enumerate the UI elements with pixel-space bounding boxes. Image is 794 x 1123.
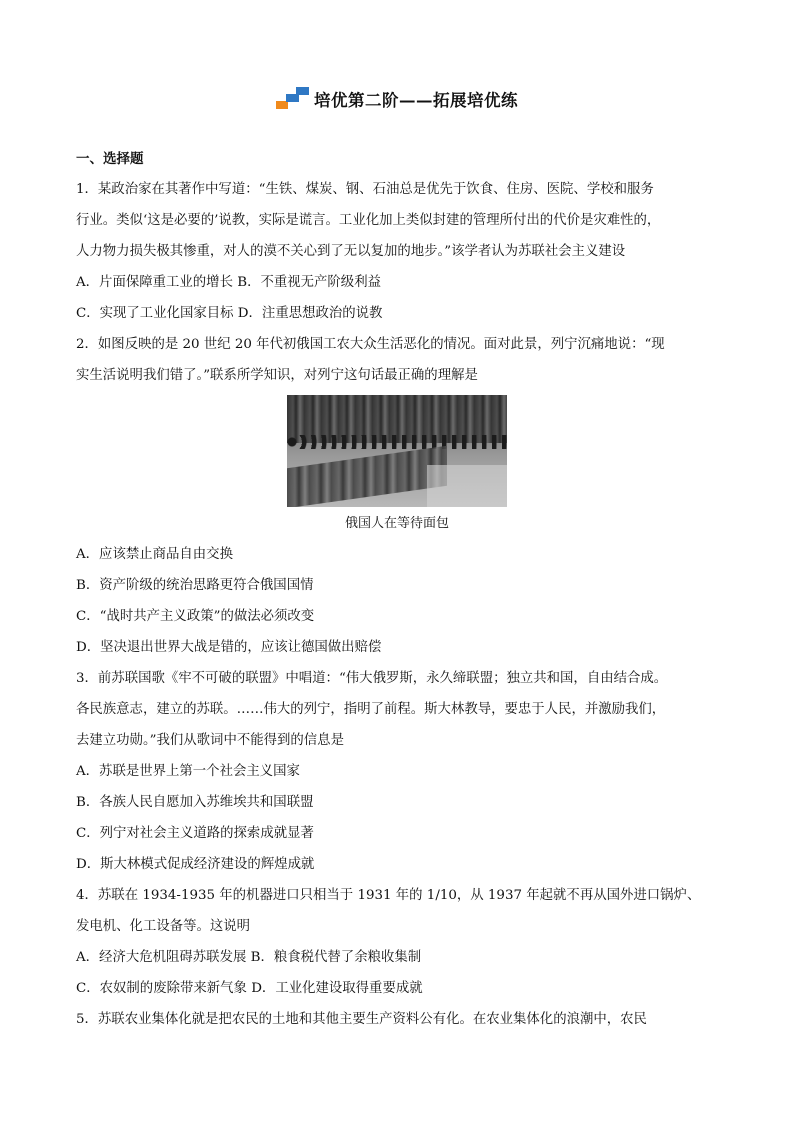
question-content [76,148,718,1035]
question-2-line-1: 2．如图反映的是 20 世纪 20 年代初俄国工农大众生活恶化的情况。面对此景，列宁沉痛地说：“现 [76,337,665,352]
question-2-option-a: A．应该禁止商品自由交换 [76,547,233,562]
question-1-option-ab: A．片面保障重工业的增长 B．不重视无产阶级利益 [76,275,381,290]
question-5-line-1: 5．苏联农业集体化就是把农民的土地和其他主要生产资料公有化。在农业集体化的浪潮中，农民 [76,1012,647,1027]
question-3-line-3: 去建立功勋。”我们从歌词中不能得到的信息是 [76,733,344,748]
page-header [0,84,794,114]
section-title: 一、选择题 [76,151,144,167]
question-3-line-1: 3．前苏联国歌《牢不可破的联盟》中唱道：“伟大俄罗斯，永久缔联盟；独立共和国，自由结合成。 [76,671,668,686]
crowd-photo [287,395,507,507]
question-4-line-1: 4．苏联在 1934-1935 年的机器进口只相当于 1931 年的 1/10，从 1937 年起就不再从国外进口锅炉、 [76,888,701,903]
question-1-line-3: 人力物力损失极其惨重，对人的漠不关心到了无以复加的地步。”该学者认为苏联社会主义建设 [76,244,626,259]
question-4-option-ab: A．经济大危机阻碍苏联发展 B．粮食税代替了余粮收集制 [76,950,422,965]
question-2-option-d: D．坚决退出世界大战是错的，应该让德国做出赔偿 [76,640,382,655]
question-1-option-cd: C．实现了工业化国家目标 D．注重思想政治的说教 [76,306,383,321]
page-title: 培优第二阶——拓展培优练 [314,91,518,110]
question-2-figure [76,395,718,533]
question-1-line-1: 1．某政治家在其著作中写道：“生铁、煤炭、钢、石油总是优先于饮食、住房、医院、学校和服务 [76,182,654,197]
question-4-option-cd: C．农奴制的废除带来新气象 D．工业化建设取得重要成就 [76,981,423,996]
logo-icon [276,87,310,111]
question-2-option-b: B．资产阶级的统治思路更符合俄国国情 [76,578,314,593]
question-1-line-2: 行业。类似‘这是必要的’说教，实际是谎言。工业化加上类似封建的管理所付出的代价是灾难性的， [76,213,661,228]
question-3-option-d: D．斯大林模式促成经济建设的辉煌成就 [76,857,315,872]
question-2-line-2: 实生活说明我们错了。”联系所学知识，对列宁这句话最正确的理解是 [76,368,478,383]
question-2-option-c: C．“战时共产主义政策”的做法必须改变 [76,609,315,624]
question-3-line-2: 各民族意志，建立的苏联。……伟大的列宁，指明了前程。斯大林教导，要忠于人民，并激励我们， [76,702,666,717]
figure-caption: 俄国人在等待面包 [344,516,449,531]
question-3-option-c: C．列宁对社会主义道路的探索成就显著 [76,826,314,841]
question-3-option-a: A．苏联是世界上第一个社会主义国家 [76,764,300,779]
question-3-option-b: B．各族人民自愿加入苏维埃共和国联盟 [76,795,314,810]
question-4-line-2: 发电机、化工设备等。这说明 [76,919,251,934]
